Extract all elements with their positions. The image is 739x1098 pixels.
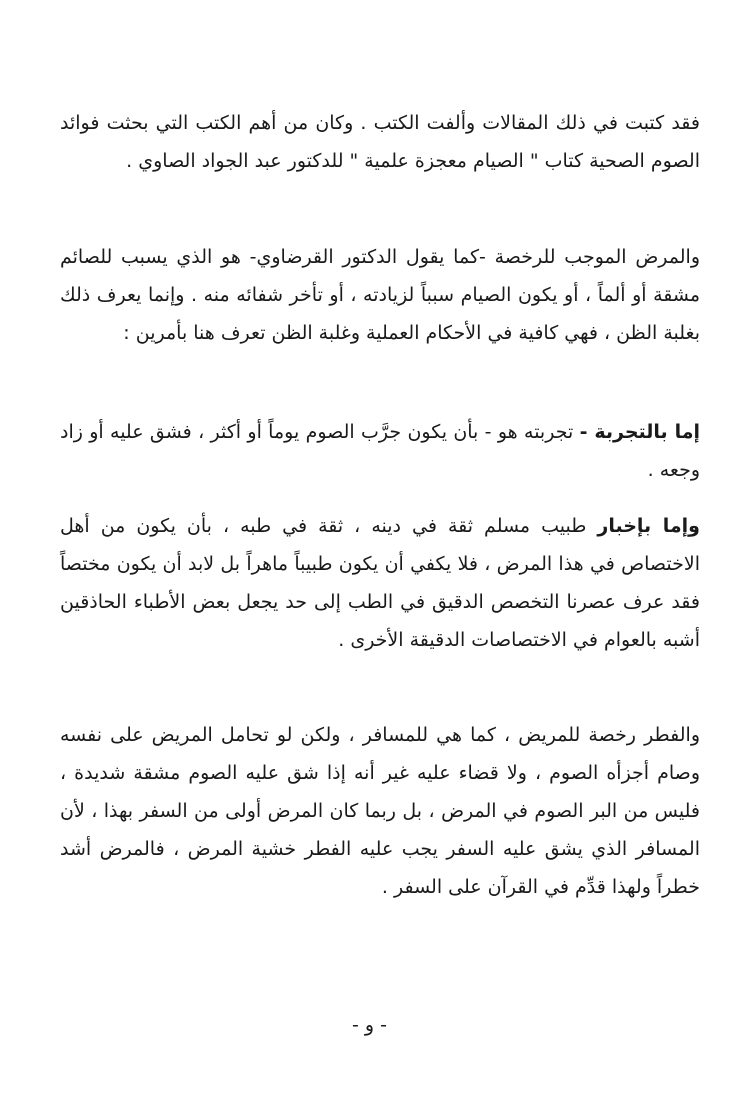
paragraph-5 (60, 716, 700, 906)
paragraph-4-lead: وإما بإخبار (597, 515, 700, 537)
paragraph-3-lead: إما بالتجربة - (579, 421, 700, 443)
paragraph-5-text: والفطر رخصة للمريض ، كما هي للمسافر ، ولكن لو تحامل المريض على نفسه وصام أجزأه الصوم ، ولا قضاء عليه غير أنه إذا شق عليه الصوم مشقة شديدة ، فليس من البر الصوم في المرض ، بل ربما كان المرض أولى من السفر بهذا ، لأن المسافر الذي يشق عليه السفر يجب عليه الفطر خشية المرض ، فالمرض أشد خطراً ولهذا قدِّم في القرآن على السفر . (60, 724, 700, 898)
paragraph-3 (60, 413, 700, 489)
paragraph-1-text: فقد كتبت في ذلك المقالات وألفت الكتب . وكان من أهم الكتب التي بحثت فوائد الصوم الصحية كتاب " الصيام معجزة علمية " للدكتور عبد الجواد الصاوي . (60, 112, 700, 172)
paragraph-3-text: تجربته هو - بأن يكون جرَّب الصوم يوماً أو أكثر ، فشق عليه أو زاد وجعه . (60, 421, 700, 481)
page-number: - و - (352, 1014, 387, 1036)
paragraph-4-text: طبيب مسلم ثقة في دينه ، ثقة في طبه ، بأن يكون من أهل الاختصاص في هذا المرض ، فلا يكفي أن يكون طبيباً ماهراً بل لابد أن يكون مختصاً فقد عرف عصرنا التخصص الدقيق في الطب إلى حد يجعل بعض الأطباء الحاذقين أشبه بالعوام في الاختصاصات الدقيقة الأخرى . (60, 515, 700, 651)
paragraph-2 (60, 238, 700, 352)
paragraph-1 (60, 104, 700, 180)
paragraph-2-text: والمرض الموجب للرخصة -كما يقول الدكتور القرضاوي- هو الذي يسبب للصائم مشقة أو ألماً ، أو يكون الصيام سبباً لزيادته ، أو تأخر شفائه منه . وإنما يعرف ذلك بغلبة الظن ، فهي كافية في الأحكام العملية وغلبة الظن تعرف هنا بأمرين : (60, 246, 700, 344)
paragraph-4 (60, 507, 700, 659)
